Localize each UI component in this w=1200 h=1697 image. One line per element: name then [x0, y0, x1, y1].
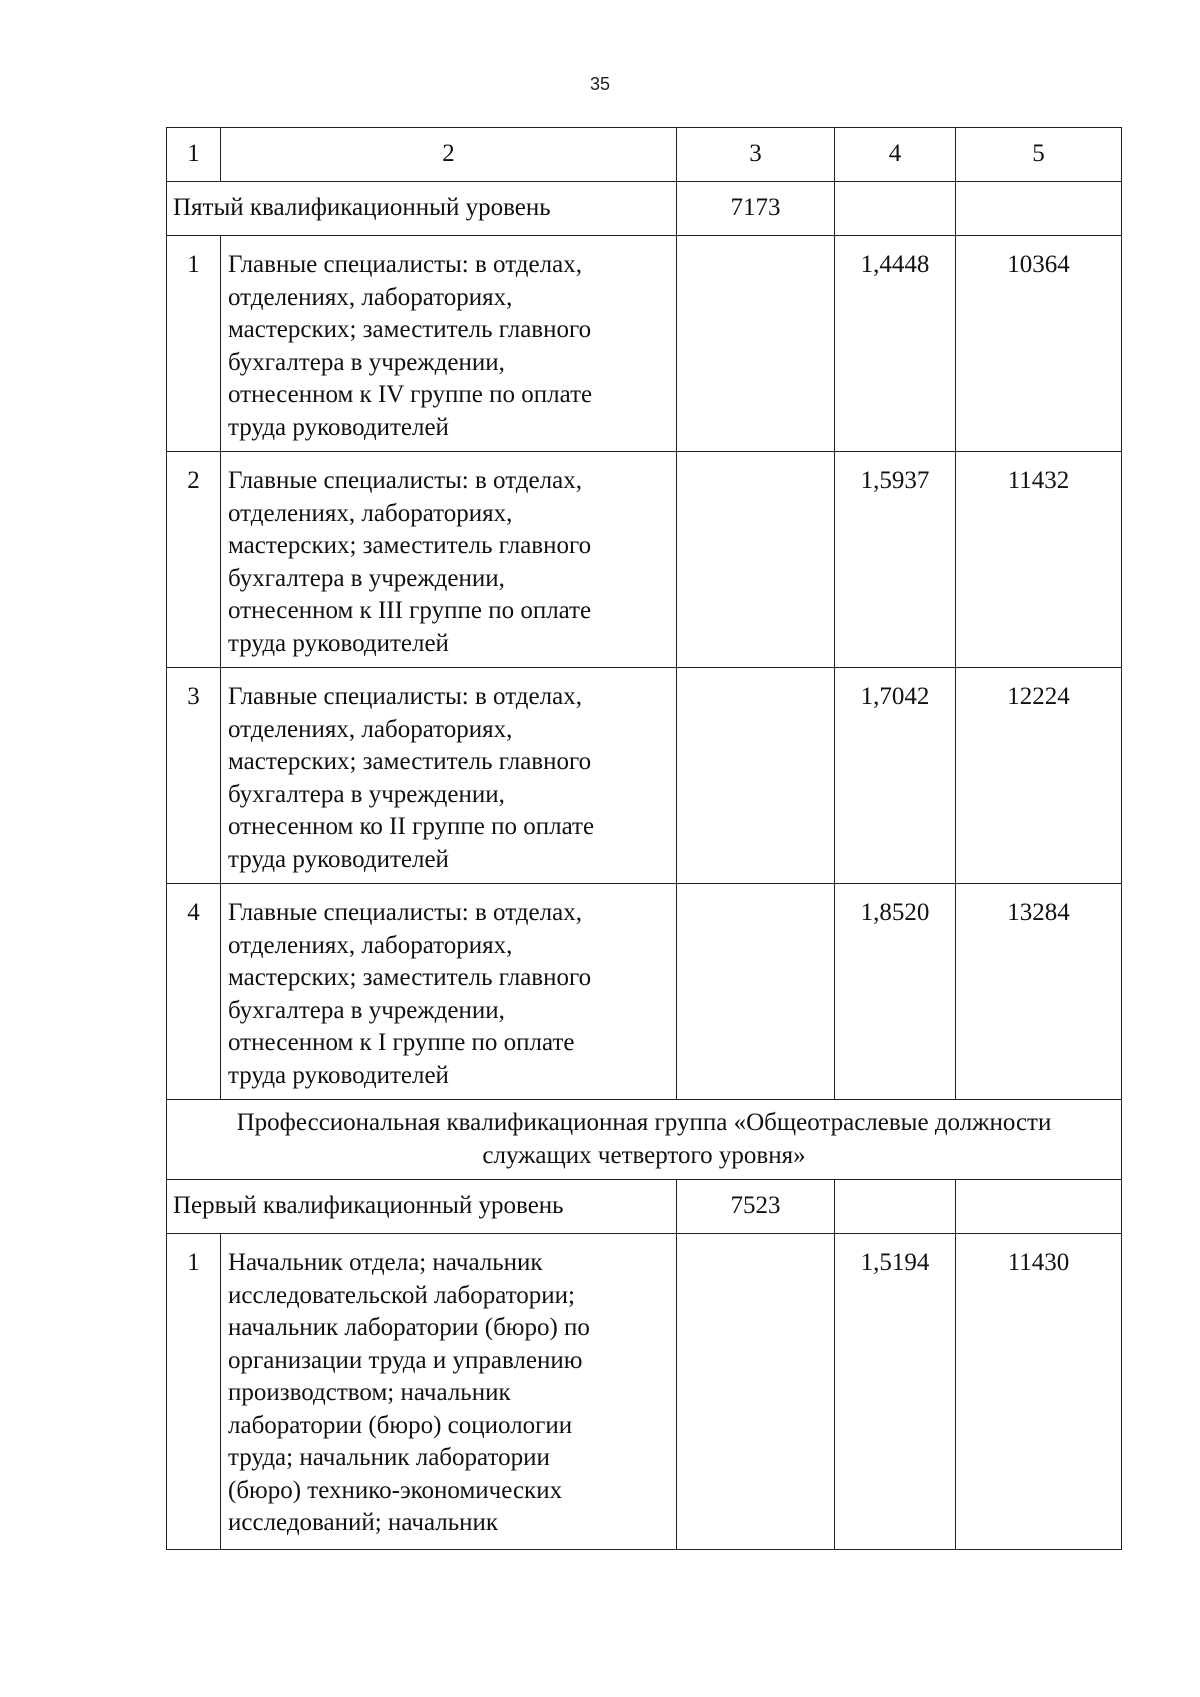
description-line: бухгалтера в учреждении, — [228, 564, 505, 592]
table-row — [167, 236, 1122, 452]
row-number: 2 — [167, 452, 221, 668]
row-number: 1 — [167, 236, 221, 452]
description-line: мастерских; заместитель главного — [228, 748, 592, 775]
description-line: отделениях, лабораториях, — [228, 499, 513, 527]
qualification-level-rate: 7523 — [677, 1180, 835, 1234]
empty-cell — [956, 1180, 1122, 1234]
description-line: труда руководителей — [228, 629, 449, 657]
description-line: труда руководителей — [228, 845, 449, 873]
description-line: отделениях, лабораториях, — [228, 931, 513, 959]
description-line: Главные специалисты: в отделах, — [228, 683, 582, 710]
empty-cell — [677, 236, 835, 452]
group-title-line: служащих четвертого уровня» — [482, 1141, 806, 1169]
description-line: мастерских; заместитель главного — [228, 532, 592, 559]
description-line: мастерских; заместитель главного — [228, 316, 592, 343]
qualification-level-row — [167, 182, 1122, 236]
description-line: труда руководителей — [228, 1061, 449, 1089]
description-line: производством; начальник — [228, 1379, 511, 1406]
description-line: отделениях, лабораториях, — [228, 715, 513, 743]
description-line: отнесенном ко II группе по оплате — [228, 813, 595, 840]
position-description — [221, 884, 677, 1100]
row-number: 4 — [167, 884, 221, 1100]
description-line: Главные специалисты: в отделах, — [228, 899, 582, 926]
description-line: бухгалтера в учреждении, — [228, 996, 505, 1024]
column-number: 2 — [221, 128, 677, 182]
position-description — [221, 668, 677, 884]
position-description — [221, 452, 677, 668]
empty-cell — [677, 452, 835, 668]
position-description — [221, 236, 677, 452]
empty-cell — [956, 182, 1122, 236]
empty-cell — [835, 1180, 956, 1234]
qualification-level-name: Первый квалификационный уровень — [167, 1180, 677, 1234]
description-line: исследовательской лаборатории; — [228, 1281, 575, 1309]
salary-amount: 11430 — [956, 1234, 1122, 1550]
group-title-line: Профессиональная квалификационная группа «Общеотраслевые должности — [236, 1109, 1052, 1136]
coefficient: 1,4448 — [835, 236, 956, 452]
salary-amount: 11432 — [956, 452, 1122, 668]
salary-amount: 13284 — [956, 884, 1122, 1100]
column-number: 4 — [835, 128, 956, 182]
description-line: Главные специалисты: в отделах, — [228, 467, 582, 494]
column-number-row — [167, 128, 1122, 182]
description-line: труда; начальник лаборатории — [228, 1444, 550, 1471]
qualification-level-row — [167, 1180, 1122, 1234]
coefficient: 1,7042 — [835, 668, 956, 884]
qualification-level-name: Пятый квалификационный уровень — [167, 182, 677, 236]
empty-cell — [677, 668, 835, 884]
description-line: организации труда и управлению — [228, 1346, 583, 1374]
description-line: исследований; начальник — [228, 1509, 499, 1536]
description-line: отнесенном к I группе по оплате — [228, 1029, 575, 1056]
column-number: 5 — [956, 128, 1122, 182]
description-line: Главные специалисты: в отделах, — [228, 251, 582, 278]
description-line: лаборатории (бюро) социологии — [228, 1411, 573, 1439]
column-number: 3 — [677, 128, 835, 182]
salary-amount: 12224 — [956, 668, 1122, 884]
description-line: отнесенном к III группе по оплате — [228, 597, 592, 624]
description-line: начальник лаборатории (бюро) по — [228, 1314, 590, 1341]
position-description — [221, 1234, 677, 1550]
table-row — [167, 668, 1122, 884]
row-number: 1 — [167, 1234, 221, 1550]
empty-cell — [677, 1234, 835, 1550]
qualification-level-rate: 7173 — [677, 182, 835, 236]
row-number: 3 — [167, 668, 221, 884]
coefficient: 1,5194 — [835, 1234, 956, 1550]
column-number: 1 — [167, 128, 221, 182]
table-row — [167, 452, 1122, 668]
description-line: отнесенном к IV группе по оплате — [228, 381, 593, 408]
qualification-group-row — [167, 1100, 1122, 1180]
description-line: мастерских; заместитель главного — [228, 964, 592, 991]
description-line: бухгалтера в учреждении, — [228, 780, 505, 808]
description-line: отделениях, лабораториях, — [228, 283, 513, 311]
page-number: 35 — [589, 74, 611, 94]
description-line: Начальник отдела; начальник — [228, 1249, 543, 1276]
qualification-group-title — [167, 1100, 1122, 1180]
salary-table — [166, 127, 1122, 1550]
table-row — [167, 1234, 1122, 1550]
empty-cell — [677, 884, 835, 1100]
description-line: бухгалтера в учреждении, — [228, 348, 505, 376]
coefficient: 1,5937 — [835, 452, 956, 668]
description-line: труда руководителей — [228, 413, 449, 441]
salary-amount: 10364 — [956, 236, 1122, 452]
coefficient: 1,8520 — [835, 884, 956, 1100]
table-row — [167, 884, 1122, 1100]
empty-cell — [835, 182, 956, 236]
description-line: (бюро) технико-экономических — [228, 1476, 563, 1504]
